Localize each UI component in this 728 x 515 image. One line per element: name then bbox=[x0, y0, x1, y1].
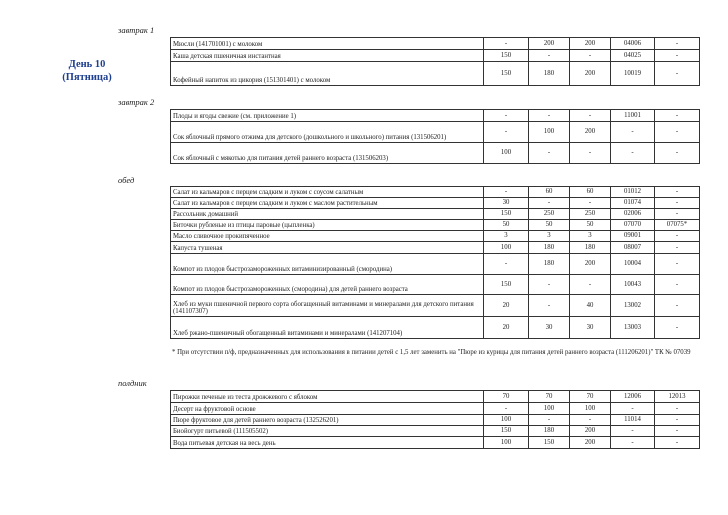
value-cell: - bbox=[655, 143, 700, 164]
dish-name-cell: Мюсли (141701001) с молоком bbox=[171, 38, 484, 50]
recipe-code-cell: 11014 bbox=[611, 415, 655, 426]
recipe-code-cell: 13003 bbox=[611, 317, 655, 339]
value-cell: 30 bbox=[484, 198, 529, 209]
value-cell: - bbox=[655, 122, 700, 143]
dish-name-cell: Биойогурт питьевой (111505502) bbox=[171, 426, 484, 437]
value-cell: - bbox=[529, 50, 570, 62]
value-cell: - bbox=[655, 50, 700, 62]
value-cell: - bbox=[529, 143, 570, 164]
value-cell: - bbox=[655, 231, 700, 242]
recipe-code-cell: 04006 bbox=[611, 38, 655, 50]
dish-name-cell: Хлеб из муки пшеничной первого сорта обогащенный витаминами и минералами для детского питания (141107307) bbox=[171, 295, 484, 317]
value-cell: - bbox=[484, 254, 529, 275]
recipe-code-cell: 13002 bbox=[611, 295, 655, 317]
value-cell: - bbox=[484, 122, 529, 143]
value-cell: 100 bbox=[529, 122, 570, 143]
table-row bbox=[171, 254, 700, 275]
value-cell: - bbox=[655, 110, 700, 122]
meal-snack: полдник bbox=[118, 378, 147, 388]
table-row bbox=[171, 295, 700, 317]
table-row bbox=[171, 110, 700, 122]
value-cell: 3 bbox=[570, 231, 611, 242]
dish-name-cell: Компот из плодов быстрозамороженных витаминизированный (смородина) bbox=[171, 254, 484, 275]
table-row bbox=[171, 317, 700, 339]
recipe-code-cell: 01074 bbox=[611, 198, 655, 209]
value-cell: 20 bbox=[484, 317, 529, 339]
value-cell: 50 bbox=[570, 220, 611, 231]
dish-name-cell: Десерт на фруктовой основе bbox=[171, 403, 484, 415]
recipe-code-cell: - bbox=[611, 403, 655, 415]
value-cell: - bbox=[570, 198, 611, 209]
value-cell: - bbox=[655, 38, 700, 50]
day-label bbox=[52, 58, 122, 84]
table-row bbox=[171, 38, 700, 50]
table-row bbox=[171, 415, 700, 426]
dish-name-cell: Капуста тушеная bbox=[171, 242, 484, 254]
dish-name-cell: Компот из плодов быстрозамороженных (смородина) для детей раннего возраста bbox=[171, 275, 484, 295]
value-cell: - bbox=[655, 254, 700, 275]
recipe-code-cell: - bbox=[611, 426, 655, 437]
value-cell: 250 bbox=[529, 209, 570, 220]
dish-name-cell: Кофейный напиток из цикория (151301401) с молоком bbox=[171, 62, 484, 86]
table-row bbox=[171, 391, 700, 403]
recipe-code-cell: 04025 bbox=[611, 50, 655, 62]
value-cell: 200 bbox=[570, 437, 611, 449]
value-cell: - bbox=[484, 110, 529, 122]
recipe-code-cell: 01012 bbox=[611, 187, 655, 198]
value-cell: 150 bbox=[529, 437, 570, 449]
value-cell: - bbox=[570, 110, 611, 122]
value-cell: - bbox=[655, 275, 700, 295]
value-cell: - bbox=[570, 50, 611, 62]
recipe-code-cell: 10043 bbox=[611, 275, 655, 295]
meal-breakfast2: завтрак 2 bbox=[118, 97, 155, 107]
value-cell: - bbox=[529, 415, 570, 426]
value-cell: 07075* bbox=[655, 220, 700, 231]
dish-name-cell: Пирожки печеные из теста дрожжевого с яблоком bbox=[171, 391, 484, 403]
value-cell: - bbox=[655, 242, 700, 254]
value-cell: 3 bbox=[529, 231, 570, 242]
value-cell: 180 bbox=[529, 426, 570, 437]
value-cell: 180 bbox=[529, 62, 570, 86]
value-cell: - bbox=[655, 295, 700, 317]
table-row bbox=[171, 403, 700, 415]
value-cell: 20 bbox=[484, 295, 529, 317]
table-row bbox=[171, 426, 700, 437]
day-number: День 10 bbox=[68, 59, 106, 70]
value-cell: - bbox=[484, 403, 529, 415]
value-cell: 3 bbox=[484, 231, 529, 242]
recipe-code-cell: 02006 bbox=[611, 209, 655, 220]
value-cell: 30 bbox=[570, 317, 611, 339]
recipe-code-cell: 08007 bbox=[611, 242, 655, 254]
recipe-code-cell: 12006 bbox=[611, 391, 655, 403]
recipe-code-cell: 07070 bbox=[611, 220, 655, 231]
table-row bbox=[171, 242, 700, 254]
value-cell: 100 bbox=[484, 437, 529, 449]
value-cell: 200 bbox=[570, 254, 611, 275]
value-cell: 50 bbox=[529, 220, 570, 231]
table-row bbox=[171, 220, 700, 231]
recipe-code-cell: 11001 bbox=[611, 110, 655, 122]
value-cell: - bbox=[655, 187, 700, 198]
value-cell: 12013 bbox=[655, 391, 700, 403]
value-cell: 250 bbox=[570, 209, 611, 220]
snack-table bbox=[170, 390, 700, 449]
value-cell: 100 bbox=[484, 143, 529, 164]
table-row bbox=[171, 275, 700, 295]
value-cell: 50 bbox=[484, 220, 529, 231]
value-cell: 70 bbox=[529, 391, 570, 403]
dish-name-cell: Рассольник домашний bbox=[171, 209, 484, 220]
value-cell: 70 bbox=[484, 391, 529, 403]
breakfast2-table bbox=[170, 109, 700, 164]
recipe-code-cell: 10004 bbox=[611, 254, 655, 275]
value-cell: 150 bbox=[484, 209, 529, 220]
value-cell: - bbox=[655, 62, 700, 86]
value-cell: 70 bbox=[570, 391, 611, 403]
value-cell: 180 bbox=[529, 242, 570, 254]
table-row bbox=[171, 122, 700, 143]
value-cell: 200 bbox=[570, 122, 611, 143]
table-row bbox=[171, 143, 700, 164]
value-cell: 200 bbox=[529, 38, 570, 50]
value-cell: 150 bbox=[484, 275, 529, 295]
dish-name-cell: Сок яблочный с мякотью для питания детей раннего возраста (131506203) bbox=[171, 143, 484, 164]
recipe-code-cell: - bbox=[611, 437, 655, 449]
dish-name-cell: Сок яблочный прямого отжима для детского (дошкольного и школьного) питания (131506201) bbox=[171, 122, 484, 143]
dish-name-cell: Каша детская пшеничная инстантная bbox=[171, 50, 484, 62]
value-cell: 200 bbox=[570, 426, 611, 437]
recipe-code-cell: - bbox=[611, 122, 655, 143]
value-cell: - bbox=[529, 275, 570, 295]
value-cell: 40 bbox=[570, 295, 611, 317]
recipe-code-cell: 10019 bbox=[611, 62, 655, 86]
lunch-table bbox=[170, 186, 700, 339]
value-cell: 200 bbox=[570, 38, 611, 50]
value-cell: 150 bbox=[484, 50, 529, 62]
dish-name-cell: Пюре фруктовое для детей раннего возраста (132526201) bbox=[171, 415, 484, 426]
value-cell: - bbox=[570, 415, 611, 426]
value-cell: 180 bbox=[529, 254, 570, 275]
value-cell: - bbox=[655, 317, 700, 339]
meal-breakfast1: завтрак 1 bbox=[118, 25, 155, 35]
dish-name-cell: Вода питьевая детская на весь день bbox=[171, 437, 484, 449]
table-row bbox=[171, 62, 700, 86]
value-cell: - bbox=[655, 403, 700, 415]
value-cell: - bbox=[655, 209, 700, 220]
value-cell: - bbox=[655, 437, 700, 449]
value-cell: - bbox=[655, 198, 700, 209]
value-cell: 150 bbox=[484, 426, 529, 437]
recipe-code-cell: - bbox=[611, 143, 655, 164]
table-row bbox=[171, 209, 700, 220]
value-cell: - bbox=[484, 187, 529, 198]
value-cell: 30 bbox=[529, 317, 570, 339]
value-cell: 60 bbox=[570, 187, 611, 198]
value-cell: 60 bbox=[529, 187, 570, 198]
value-cell: 100 bbox=[484, 415, 529, 426]
substitution-note: * При отсутствии п/ф, предназначенных для использования в питании детей с 1,5 лет заменить на "Пюре из курицы для питания детей раннего возраста (111206201)" ТК № 07039 bbox=[172, 349, 691, 356]
value-cell: - bbox=[655, 426, 700, 437]
value-cell: 180 bbox=[570, 242, 611, 254]
meal-lunch: обед bbox=[118, 175, 135, 185]
value-cell: 150 bbox=[484, 62, 529, 86]
value-cell: - bbox=[484, 38, 529, 50]
value-cell: - bbox=[570, 143, 611, 164]
value-cell: 100 bbox=[529, 403, 570, 415]
dish-name-cell: Биточки рубленые из птицы паровые (цыпленка) bbox=[171, 220, 484, 231]
table-row bbox=[171, 231, 700, 242]
value-cell: - bbox=[570, 275, 611, 295]
day-weekday: (Пятница) bbox=[62, 72, 112, 83]
dish-name-cell: Плоды и ягоды свежие (см. приложение 1) bbox=[171, 110, 484, 122]
breakfast1-table bbox=[170, 37, 700, 86]
table-row bbox=[171, 198, 700, 209]
dish-name-cell: Хлеб ржано-пшеничный обогащенный витаминами и минералами (141207104) bbox=[171, 317, 484, 339]
value-cell: - bbox=[655, 415, 700, 426]
dish-name-cell: Масло сливочное прокипяченное bbox=[171, 231, 484, 242]
table-row bbox=[171, 437, 700, 449]
value-cell: - bbox=[529, 295, 570, 317]
recipe-code-cell: 09001 bbox=[611, 231, 655, 242]
value-cell: - bbox=[529, 198, 570, 209]
value-cell: 200 bbox=[570, 62, 611, 86]
table-row bbox=[171, 187, 700, 198]
dish-name-cell: Салат из кальмаров с перцем сладким и луком с соусом салатным bbox=[171, 187, 484, 198]
value-cell: - bbox=[529, 110, 570, 122]
table-row bbox=[171, 50, 700, 62]
value-cell: 100 bbox=[484, 242, 529, 254]
dish-name-cell: Салат из кальмаров с перцем сладким и луком с маслом растительным bbox=[171, 198, 484, 209]
value-cell: 100 bbox=[570, 403, 611, 415]
